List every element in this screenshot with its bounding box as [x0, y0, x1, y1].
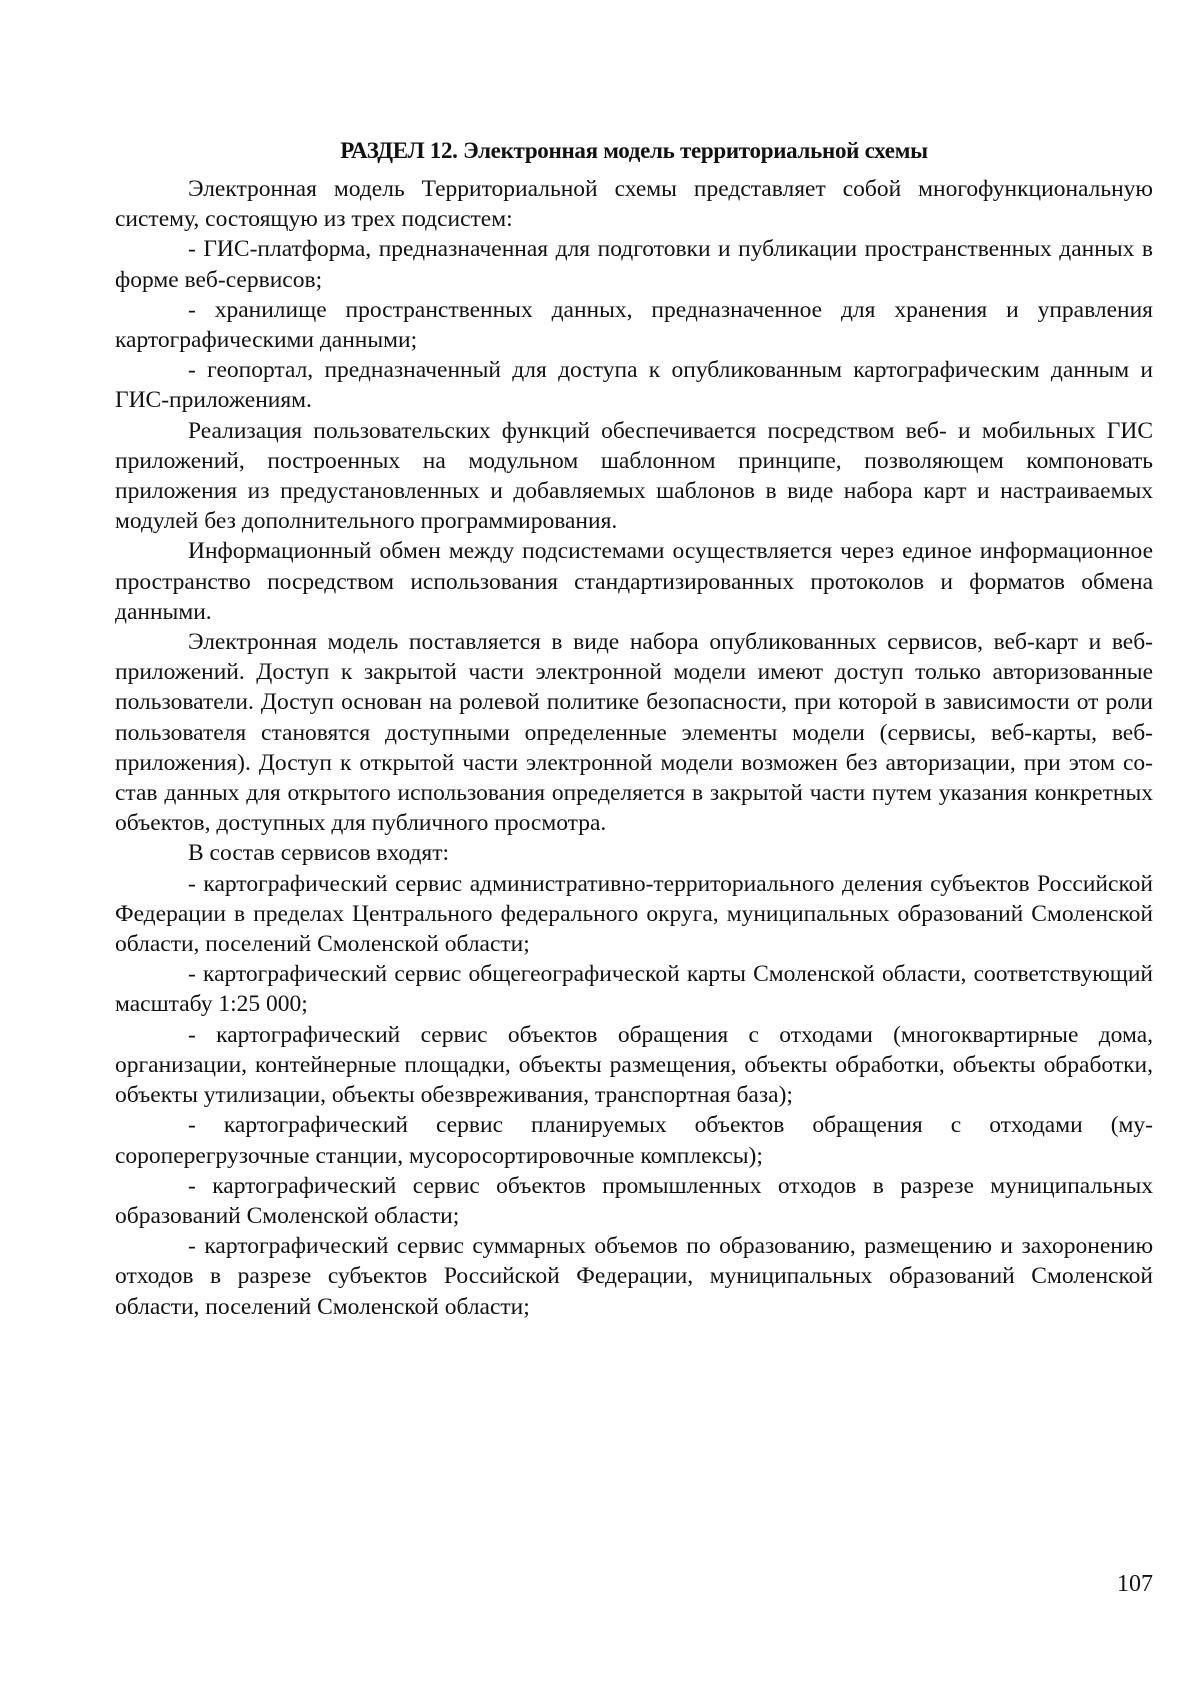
- paragraph-user-functions: Реализация пользовательских функций обеспечивается посредством веб- и мобильных ГИС приложений, построенных на модульном шаблонном принципе, позволяющем компоновать приложения из предустановленных и добавляемых шаблонов в виде набора карт и настраиваемых модулей без дополнительного программирования.: [115, 417, 1153, 535]
- list-item-planned-waste-service: - картографический сервис планируемых объектов обращения с отходами (мусороперегрузочные станции, мусоросортировочные комплексы);: [115, 1112, 1153, 1169]
- paragraph-services-intro: В состав сервисов входят:: [188, 840, 450, 867]
- paragraph-access: Электронная модель поставляется в виде набора опубликованных сервисов, веб-карт и веб-приложений. Доступ к закрытой части электронной модели имеют доступ только авторизованные пользователи. Доступ основан на ролевой политике безопасности, при которой в зависимости от роли пользователя становятся доступными определенные элементы модели (сервисы, веб-карты, веб-приложения). Доступ к открытой части электронной модели возможен без авторизации, при этом состав данных для открытого использования определяется в закрытой части путем указания конкретных объектов, доступных для публичного просмотра.: [115, 629, 1153, 837]
- list-item-waste-objects-service: - картографический сервис объектов обращения с отходами (многоквартирные дома, организации, контейнерные площадки, объекты размещения, объекты обработки, объекты обработки, объекты утилизации, объекты обезвреживания, транспортная база);: [115, 1021, 1153, 1109]
- list-item-waste-volumes-service: - картографический сервис суммарных объемов по образованию, размещению и захоронению отходов в разрезе субъектов Российской Федерации, муниципальных образований Смоленской области, поселений Смоленской области;: [115, 1233, 1153, 1320]
- list-item-admin-division-service: - картографический сервис административно-территориального деления субъектов Российской Федерации в пределах Центрального федерального округа, муниципальных образований Смоленской области, поселений Смоленской области;: [115, 870, 1153, 958]
- list-item-geoportal: - геопортал, предназначенный для доступа к опубликованным картографическим данным и ГИС-приложениям.: [115, 357, 1153, 414]
- list-item-data-storage: - хранилище пространственных данных, предназначенное для хранения и управления картографическими данными;: [115, 296, 1153, 354]
- section-heading: РАЗДЕЛ 12. Электронная модель территориальной схемы: [340, 138, 928, 163]
- paragraph-information-exchange: Информационный обмен между подсистемами осуществляется через единое информационное пространство посредством использования стандартизированных протоколов и форматов обмена данными.: [115, 538, 1153, 625]
- page-number: 107: [1117, 1571, 1153, 1597]
- paragraph-intro: Электронная модель Территориальной схемы представляет собой многофункциональную систему, состоящую из трех подсистем:: [115, 176, 1153, 233]
- list-item-gis-platform: - ГИС-платформа, предназначенная для подготовки и публикации пространственных данных в форме веб-сервисов;: [115, 236, 1153, 293]
- list-item-industrial-waste-service: - картографический сервис объектов промышленных отходов в разрезе муниципальных образований Смоленской области;: [115, 1172, 1153, 1229]
- list-item-general-map-service: - картографический сервис общегеографической карты Смоленской области, соответствующий масштабу 1:25 000;: [115, 961, 1153, 1018]
- page-content: [115, 136, 1153, 1322]
